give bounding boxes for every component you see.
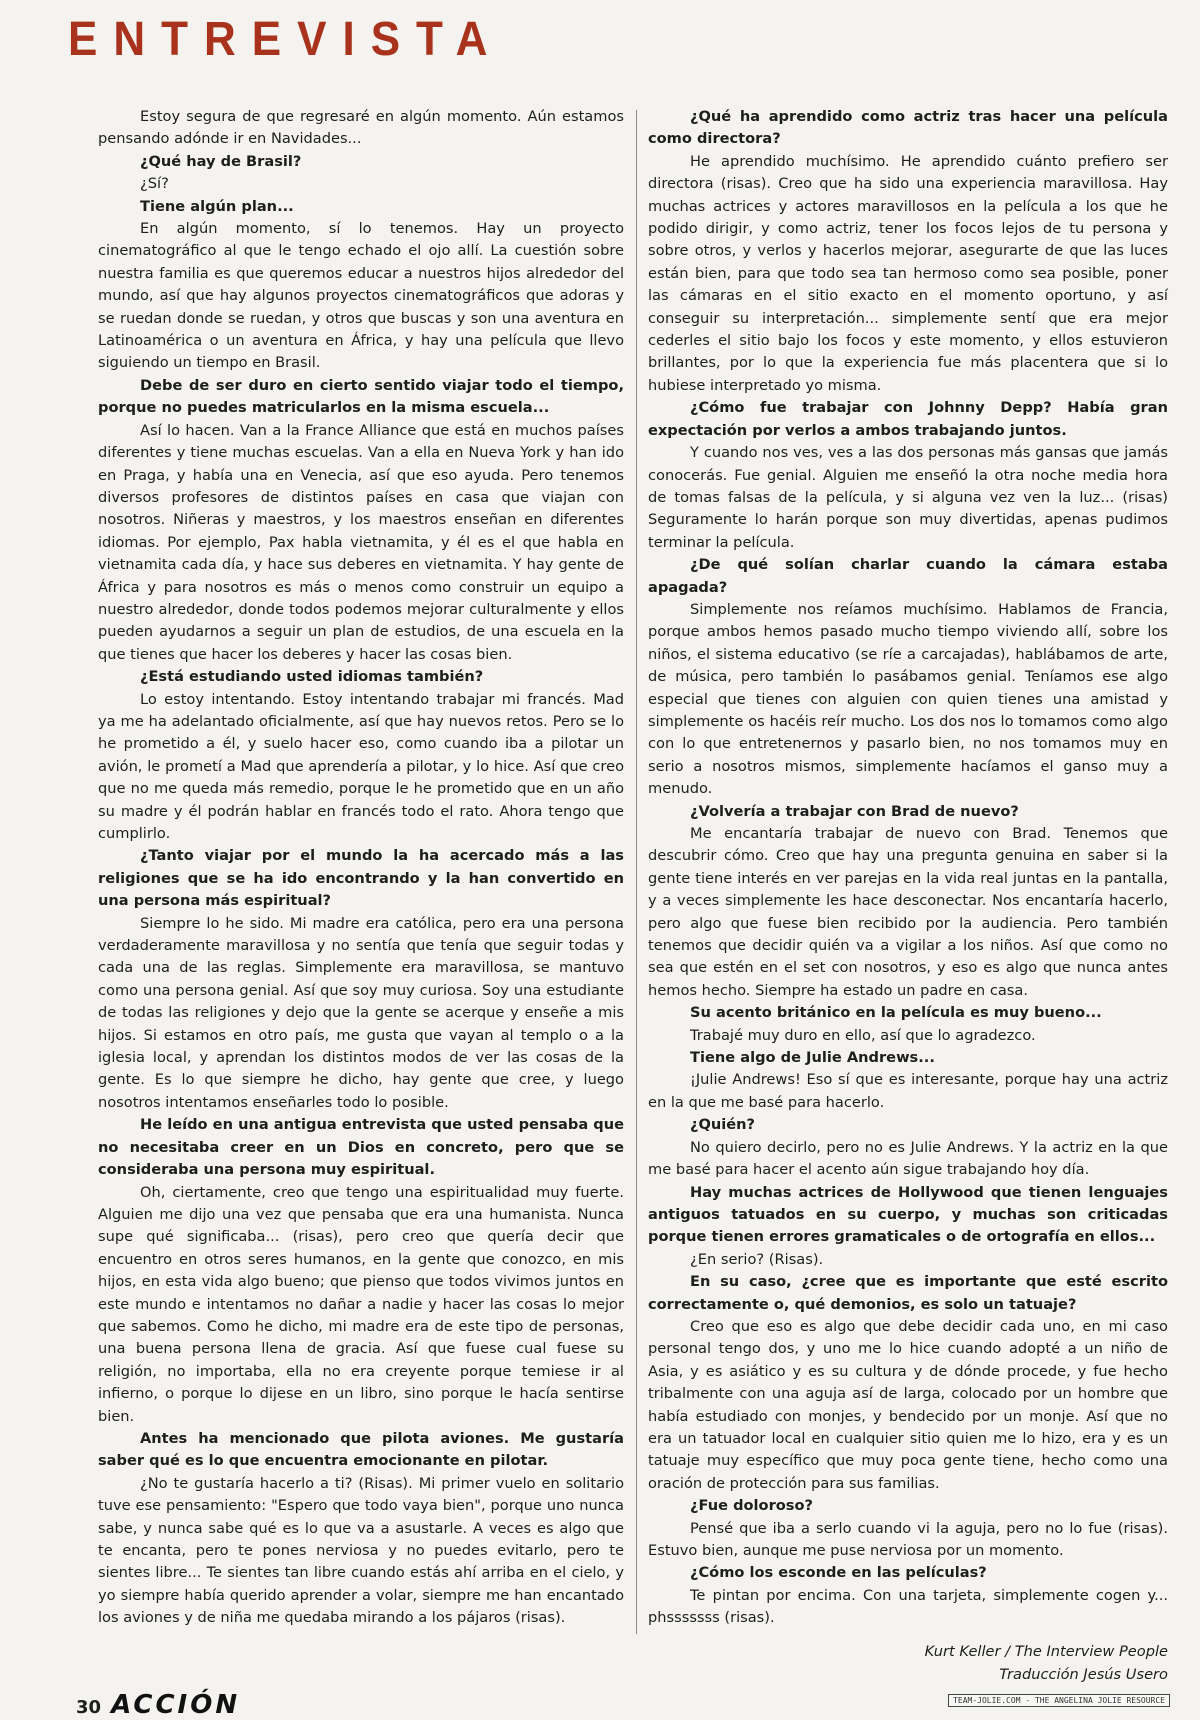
right-column <box>648 106 1168 1683</box>
interview-question: He leído en una antigua entrevista que usted pensaba que no necesitaba creer en un Dios en concreto, pero que se consideraba una persona muy espiritual. <box>98 1116 624 1179</box>
page-number: 30 <box>76 1697 102 1718</box>
interview-question: ¿Quién? <box>690 1116 756 1134</box>
interview-answer: Siempre lo he sido. Mi madre era católica, pero era una persona verdaderamente maravillosa y no sentía que tenía que seguir todas y cada una de las reglas. Simplemente era maravillosa, se mantuvo como una persona genial. Así que soy muy curiosa. Soy una estudiante de todas las religiones y dejo que la gente se acerque y enseñe a mis hijos. Si estamos en otro país, me gusta que vayan al templo o a la iglesia local, y aprendan los distintos modos de ver las cosas de la gente. Es lo que siempre he dicho, hay gente que cree, y luego nosotros intentamos enseñarles todo lo posible. <box>98 914 624 1111</box>
interview-question: Hay muchas actrices de Hollywood que tienen lenguajes antiguos tatuados en su cuerpo, y muchas son criticadas porque tienen errores gramaticales o de ortografía en ellos... <box>648 1183 1168 1246</box>
interview-answer: Pensé que iba a serlo cuando vi la aguja, pero no lo fue (risas). Estuvo bien, aunque me puse nerviosa por un momento. <box>648 1519 1168 1559</box>
interview-answer: Creo que eso es algo que debe decidir cada uno, en mi caso personal tengo dos, y uno me lo hice cuando adopté a un niño de Asia, y es asiático y es su cultura y de dónde procede, y fue hecho tribalmente con una aguja así de larga, colocado por un hombre que había estudiado con monjes, y bendecido por un monje. Así que no era un tatuador local en cualquier sitio quien me lo hizo, era y es un tatuaje muy específico que muy poca gente tiene, hecho como una oración de protección para sus familias. <box>648 1317 1168 1492</box>
left-column <box>98 106 624 1636</box>
interview-question: ¿De qué solían charlar cuando la cámara estaba apagada? <box>648 556 1168 596</box>
interview-question: Tiene algún plan... <box>140 197 294 215</box>
interview-answer: Así lo hacen. Van a la France Alliance que está en muchos países diferentes y tiene muchas escuelas. Van a ella en Nueva York y han ido en Praga, y había una en Venecia, así que eso ayuda. Pero tenemos diversos profesores de distintos países en casa que viajan con nosotros. Niñeras y maestros, y los maestros enseñan en diferentes idiomas. Por ejemplo, Pax habla vietnamita, y él es el que habla en vietnamita cada día, y hace sus deberes en vietnamita. Y hay gente de África y para nosotros es más o menos como construir un equipo a nuestro alrededor, donde todos podemos mejorar culturalmente y ellos pueden ayudarnos a seguir un plan de estudios, de una escuela en la que tienes que hacer los deberes y hacer las cosas bien. <box>98 421 624 663</box>
interview-question: Su acento británico en la película es muy bueno... <box>690 1004 1102 1022</box>
interview-answer: ¿En serio? (Risas). <box>690 1250 824 1268</box>
interview-question: ¿Cómo los esconde en las películas? <box>690 1564 987 1582</box>
interview-answer: En algún momento, sí lo tenemos. Hay un proyecto cinematográfico al que le tengo echado el ojo allí. La cuestión sobre nuestra familia es que queremos educar a nuestros hijos alrededor del mundo, así que hay algunos proyectos cinematográficos que adoras y se ruedan donde se ruedan, y otros que buscas y son una aventura en Latinoamérica o un aventura en África, y hay una película que llevo siguiendo un tiempo en Brasil. <box>98 220 624 372</box>
watermark: TEAM-JOLIE.COM - THE ANGELINA JOLIE RESOURCE <box>948 1694 1170 1707</box>
interview-question: ¿Tanto viajar por el mundo la ha acercado más a las religiones que se ha ido encontrando y la han convertido en una persona más espiritual? <box>98 847 624 910</box>
interview-question: Debe de ser duro en cierto sentido viajar todo el tiempo, porque no puedes matricularlos en la misma escuela... <box>98 376 624 417</box>
interview-answer: Oh, ciertamente, creo que tengo una espiritualidad muy fuerte. Alguien me dijo una vez que pensaba que era una humanista. Nunca supe qué significaba... (risas), pero creo que quería decir que encuentro en otros seres humanos, en la gente que conozco, en mis hijos, en esta vida algo bueno; que pienso que todos vivimos juntos en este mundo e intentamos no dañar a nadie y hacer las cosas lo mejor que sabemos. Como he dicho, mi madre era de este tipo de personas, una buena persona llena de gracia. Así que fuese cual fuese su religión, no importaba, ella no era creyente porque temiese ir al infierno, o porque lo dijese en un libro, sino porque le hacía sentirse bien. <box>98 1183 624 1425</box>
interview-question: ¿Fue doloroso? <box>690 1497 813 1515</box>
interview-answer: ¡Julie Andrews! Eso sí que es interesante, porque hay una actriz en la que me basé para hacerlo. <box>648 1071 1168 1111</box>
interview-answer: Me encantaría trabajar de nuevo con Brad. Tenemos que descubrir cómo. Creo que hay una pregunta genuina en saber si la gente tiene interés en ver parejas en la vida real juntas en la pantalla, y a veces simplemente les hace desconectar. Nos encantaría hacerlo, pero algo que fuese bien recibido por la audiencia. Pero también tenemos que decidir quién va a vigilar a los niños. Así que como no sea que estén en el set con nosotros, y eso es algo que nunca antes hemos hecho. Siempre ha estado un padre en casa. <box>648 825 1168 999</box>
interview-answer: ¿Sí? <box>140 175 169 193</box>
interview-answer: He aprendido muchísimo. He aprendido cuánto prefiero ser directora (risas). Creo que ha sido una experiencia maravillosa. Hay muchas actrices y actores maravillosos en la película a los que he podido dirigir, y como actriz, tener los focos lejos de tu persona y sobre otros, y verlos y hacerlos mejorar, asegurarte de que las luces están bien, para que todo sea tan hermoso como sea posible, poner las cámaras en el sitio exacto en el momento oportuno, y así conseguir su interpretación... simplemente sentí que era mejor cederles el sitio bajo los focos y este momento, y ellos estuvieron brillantes, por lo que la experiencia fue más placentera que si lo hubiese interpretado yo misma. <box>648 152 1168 394</box>
column-divider <box>636 110 637 1634</box>
credits <box>648 1640 1168 1686</box>
interview-answer: Simplemente nos reíamos muchísimo. Hablamos de Francia, porque ambos hemos pasado mucho tiempo viviendo allí, sobre los niños, el sistema educativo (se ríe a carcajadas), hablábamos de arte, de música, pero también lo pasábamos genial. Teníamos ese algo especial que tienes con alguien con quien tienes una amistad y simplemente os hacéis reír mucho. Los dos nos lo tomamos como algo con lo que entretenernos y pasarlo bien, no nos tomamos muy en serio a nosotros mismos, simplemente hacíamos el ganso muy a menudo. <box>648 600 1168 798</box>
interview-question: ¿Está estudiando usted idiomas también? <box>140 668 484 686</box>
interview-answer: Trabajé muy duro en ello, así que lo agradezco. <box>690 1026 1036 1044</box>
section-title: ENTREVISTA <box>68 12 504 66</box>
interview-question: ¿Cómo fue trabajar con Johnny Depp? Había gran expectación por verlos a ambos trabajando juntos. <box>648 399 1168 439</box>
interview-answer: ¿No te gustaría hacerlo a ti? (Risas). Mi primer vuelo en solitario tuve ese pensamiento: "Espero que todo vaya bien", porque uno nunca sabe, y nunca sabe qué es lo que va a asustarle. A veces es algo que te encanta, pero te pones nerviosa y no puedes evitarlo, pero te sientes libre... Te sientes tan libre cuando estás ahí arriba en el cielo, y yo siempre había querido aprender a volar, siempre me han encantado los aviones y de niña me quedaba mirando a los pájaros (risas). <box>98 1474 624 1627</box>
interview-answer: Y cuando nos ves, ves a las dos personas más gansas que jamás conocerás. Fue genial. Alguien me enseñó la otra noche media hora de tomas falsas de la película, y si alguna vez ven la luz... (risas) Seguramente lo harán porque son muy divertidas, apenas pudimos terminar la película. <box>648 444 1168 551</box>
interview-answer: Lo estoy intentando. Estoy intentando trabajar mi francés. Mad ya me ha adelantado oficialmente, así que hay nuevos retos. Pero se lo he prometido a él, y suelo hacer eso, como cuando iba a pilotar un avión, le prometí a Mad que aprendería a pilotar, y lo hice. Así que creo que no me queda más remedio, porque le he prometido que en un año su madre y él podrán hablar en francés todo el rato. Ahora tengo que cumplirlo. <box>98 690 624 842</box>
interview-question: Antes ha mencionado que pilota aviones. Me gustaría saber qué es lo que encuentra emocionante en pilotar. <box>98 1429 624 1470</box>
interview-question: ¿Qué hay de Brasil? <box>140 152 302 170</box>
interview-answer: Estoy segura de que regresaré en algún momento. Aún estamos pensando adónde ir en Navidades... <box>98 108 624 148</box>
credit-translation: Traducción Jesús Usero <box>999 1665 1168 1683</box>
page-footer <box>76 1690 241 1720</box>
magazine-name: ACCIÓN <box>111 1690 241 1720</box>
interview-question: Tiene algo de Julie Andrews... <box>690 1049 935 1067</box>
interview-question: ¿Volvería a trabajar con Brad de nuevo? <box>690 802 1019 820</box>
interview-question: ¿Qué ha aprendido como actriz tras hacer una película como directora? <box>648 108 1168 148</box>
interview-answer: No quiero decirlo, pero no es Julie Andrews. Y la actriz en la que me basé para hacer el acento aún sigue trabajando hoy día. <box>648 1138 1168 1179</box>
interview-answer: Te pintan por encima. Con una tarjeta, simplemente cogen y... phsssssss (risas). <box>648 1586 1168 1627</box>
credit-author: Kurt Keller / The Interview People <box>924 1642 1168 1660</box>
interview-question: En su caso, ¿cree que es importante que esté escrito correctamente o, qué demonios, es solo un tatuaje? <box>648 1273 1168 1313</box>
